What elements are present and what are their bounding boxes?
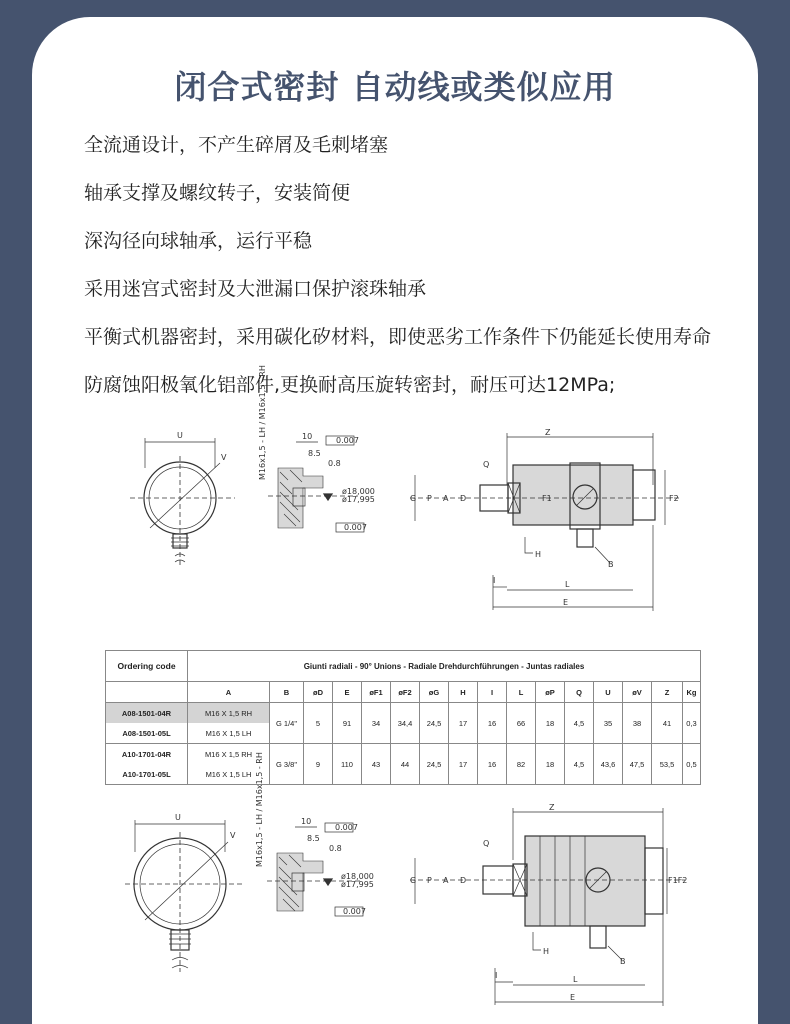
- svg-text:I: I: [495, 971, 498, 980]
- table-cell: 4,5: [565, 703, 594, 744]
- svg-text:ø18,000: ø18,000: [341, 872, 374, 881]
- table-cell: 9: [304, 744, 333, 785]
- svg-text:0.8: 0.8: [329, 844, 342, 853]
- ordering-code: A08-1501-04R: [106, 703, 188, 724]
- column-header: øF2: [391, 682, 420, 703]
- column-header: Q: [565, 682, 594, 703]
- svg-text:M16x1,5 - LH / M16x1,5 - RH: M16x1,5 - LH / M16x1,5 - RH: [255, 752, 264, 867]
- svg-text:10: 10: [302, 432, 313, 441]
- svg-text:V: V: [221, 453, 227, 462]
- svg-text:H: H: [535, 550, 542, 559]
- side-view-drawing-1: [405, 425, 690, 615]
- table-cell: 110: [333, 744, 362, 785]
- column-header: Z: [652, 682, 683, 703]
- table-cell: 91: [333, 703, 362, 744]
- svg-text:B: B: [608, 560, 614, 569]
- svg-text:G: G: [410, 494, 417, 503]
- svg-text:E: E: [563, 598, 569, 607]
- table-cell: 16: [478, 744, 507, 785]
- svg-text:P: P: [427, 876, 432, 885]
- table-cell: 18: [536, 703, 565, 744]
- table-cell: 35: [594, 703, 623, 744]
- side-view-drawing-2: [405, 800, 695, 1010]
- ordering-code: A10-1701-05L: [106, 764, 188, 785]
- cell-a: M16 X 1,5 RH: [188, 744, 270, 765]
- column-header: Kg: [683, 682, 701, 703]
- table-cell: 5: [304, 703, 333, 744]
- svg-text:0.007: 0.007: [335, 823, 358, 832]
- cell-a: M16 X 1,5 LH: [188, 723, 270, 744]
- column-header: H: [449, 682, 478, 703]
- table-row: [106, 744, 701, 765]
- svg-text:I: I: [493, 576, 496, 585]
- table-cell: 82: [507, 744, 536, 785]
- svg-text:Z: Z: [549, 803, 555, 812]
- table-cell: 44: [391, 744, 420, 785]
- feature-item: 轴承支撑及螺纹转子，安装简便: [84, 182, 351, 204]
- column-header: L: [507, 682, 536, 703]
- feature-item: 防腐蚀阳极氧化铝部件,更换耐高压旋转密封，耐压可达12MPa;: [84, 374, 616, 396]
- feature-list: [84, 130, 711, 418]
- svg-text:V: V: [230, 831, 236, 840]
- column-header: øF1: [362, 682, 391, 703]
- page-title: 闭合式密封 自动线或类似应用: [174, 68, 616, 106]
- column-header: øP: [536, 682, 565, 703]
- table-cell: 66: [507, 703, 536, 744]
- svg-text:H: H: [543, 947, 550, 956]
- svg-text:U: U: [175, 813, 181, 822]
- svg-text:G: G: [410, 876, 417, 885]
- table-cell: 41: [652, 703, 683, 744]
- svg-text:ø17,995: ø17,995: [342, 495, 375, 504]
- ordering-code: A10-1701-04R: [106, 744, 188, 765]
- ordering-code-header: Ordering code: [106, 651, 188, 682]
- table-cell: 24,5: [420, 703, 449, 744]
- svg-text:E: E: [570, 993, 576, 1002]
- table-cell: 34: [362, 703, 391, 744]
- svg-text:A: A: [443, 494, 449, 503]
- column-header: A: [188, 682, 270, 703]
- svg-text:B: B: [620, 957, 626, 966]
- table-cell: 47,5: [623, 744, 652, 785]
- svg-text:Z: Z: [545, 428, 551, 437]
- column-header: E: [333, 682, 362, 703]
- svg-text:F1F2: F1F2: [668, 876, 688, 885]
- table-cell: 43,6: [594, 744, 623, 785]
- svg-text:0.8: 0.8: [328, 459, 341, 468]
- svg-text:A: A: [443, 876, 449, 885]
- cell-a: M16 X 1,5 LH: [188, 764, 270, 785]
- svg-text:D: D: [460, 876, 467, 885]
- svg-text:ø17,995: ø17,995: [341, 880, 374, 889]
- table-cell: 16: [478, 703, 507, 744]
- table-cell: 38: [623, 703, 652, 744]
- column-header: I: [478, 682, 507, 703]
- feature-item: 采用迷宫式密封及大泄漏口保护滚珠轴承: [84, 278, 427, 300]
- column-header: U: [594, 682, 623, 703]
- cell-a: M16 X 1,5 RH: [188, 703, 270, 724]
- table-cell: 17: [449, 744, 478, 785]
- column-header: øD: [304, 682, 333, 703]
- svg-text:M16x1,5 - LH / M16x1,5 - RH: M16x1,5 - LH / M16x1,5 - RH: [258, 365, 267, 480]
- svg-text:U: U: [177, 431, 183, 440]
- table-cell: 34,4: [391, 703, 420, 744]
- ordering-code: A08-1501-05L: [106, 723, 188, 744]
- svg-text:8.5: 8.5: [308, 449, 321, 458]
- svg-text:P: P: [427, 494, 432, 503]
- svg-text:D: D: [460, 494, 467, 503]
- table-cell: 43: [362, 744, 391, 785]
- feature-item: 平衡式机器密封，采用碳化矽材料，即使恶劣工作条件下仍能延长使用寿命: [84, 326, 712, 348]
- table-cell: 17: [449, 703, 478, 744]
- front-view-drawing-2: [120, 812, 245, 982]
- table-cell: 4,5: [565, 744, 594, 785]
- spec-table: [105, 650, 701, 785]
- table-title: Giunti radiali - 90° Unions - Radiale Drehdurchführungen - Juntas radiales: [188, 651, 701, 682]
- table-cell: 0,3: [683, 703, 701, 744]
- svg-text:8.5: 8.5: [307, 834, 320, 843]
- column-header: øG: [420, 682, 449, 703]
- thread-detail-drawing-1: [258, 365, 378, 538]
- svg-text:0.007: 0.007: [343, 907, 366, 916]
- svg-text:Q: Q: [483, 460, 490, 469]
- table-cell: 0,5: [683, 744, 701, 785]
- svg-text:Q: Q: [483, 839, 490, 848]
- column-header-row: [106, 682, 701, 703]
- table-cell: 24,5: [420, 744, 449, 785]
- svg-text:L: L: [565, 580, 570, 589]
- feature-item: 深沟径向球轴承，运行平稳: [84, 230, 313, 252]
- svg-text:0.007: 0.007: [344, 523, 367, 532]
- svg-text:F1: F1: [542, 494, 552, 503]
- column-header: øV: [623, 682, 652, 703]
- cell-b: G 3/8": [270, 744, 304, 785]
- svg-text:ø18,000: ø18,000: [342, 487, 375, 496]
- svg-text:L: L: [573, 975, 578, 984]
- feature-item: 全流通设计，不产生碎屑及毛刺堵塞: [84, 134, 389, 156]
- column-header: B: [270, 682, 304, 703]
- svg-text:10: 10: [301, 817, 312, 826]
- cell-b: G 1/4": [270, 703, 304, 744]
- table-cell: 18: [536, 744, 565, 785]
- svg-text:F2: F2: [669, 494, 679, 503]
- front-view-drawing-1: [125, 428, 240, 578]
- svg-text:0.007: 0.007: [336, 436, 359, 445]
- table-cell: 53,5: [652, 744, 683, 785]
- table-row: [106, 703, 701, 724]
